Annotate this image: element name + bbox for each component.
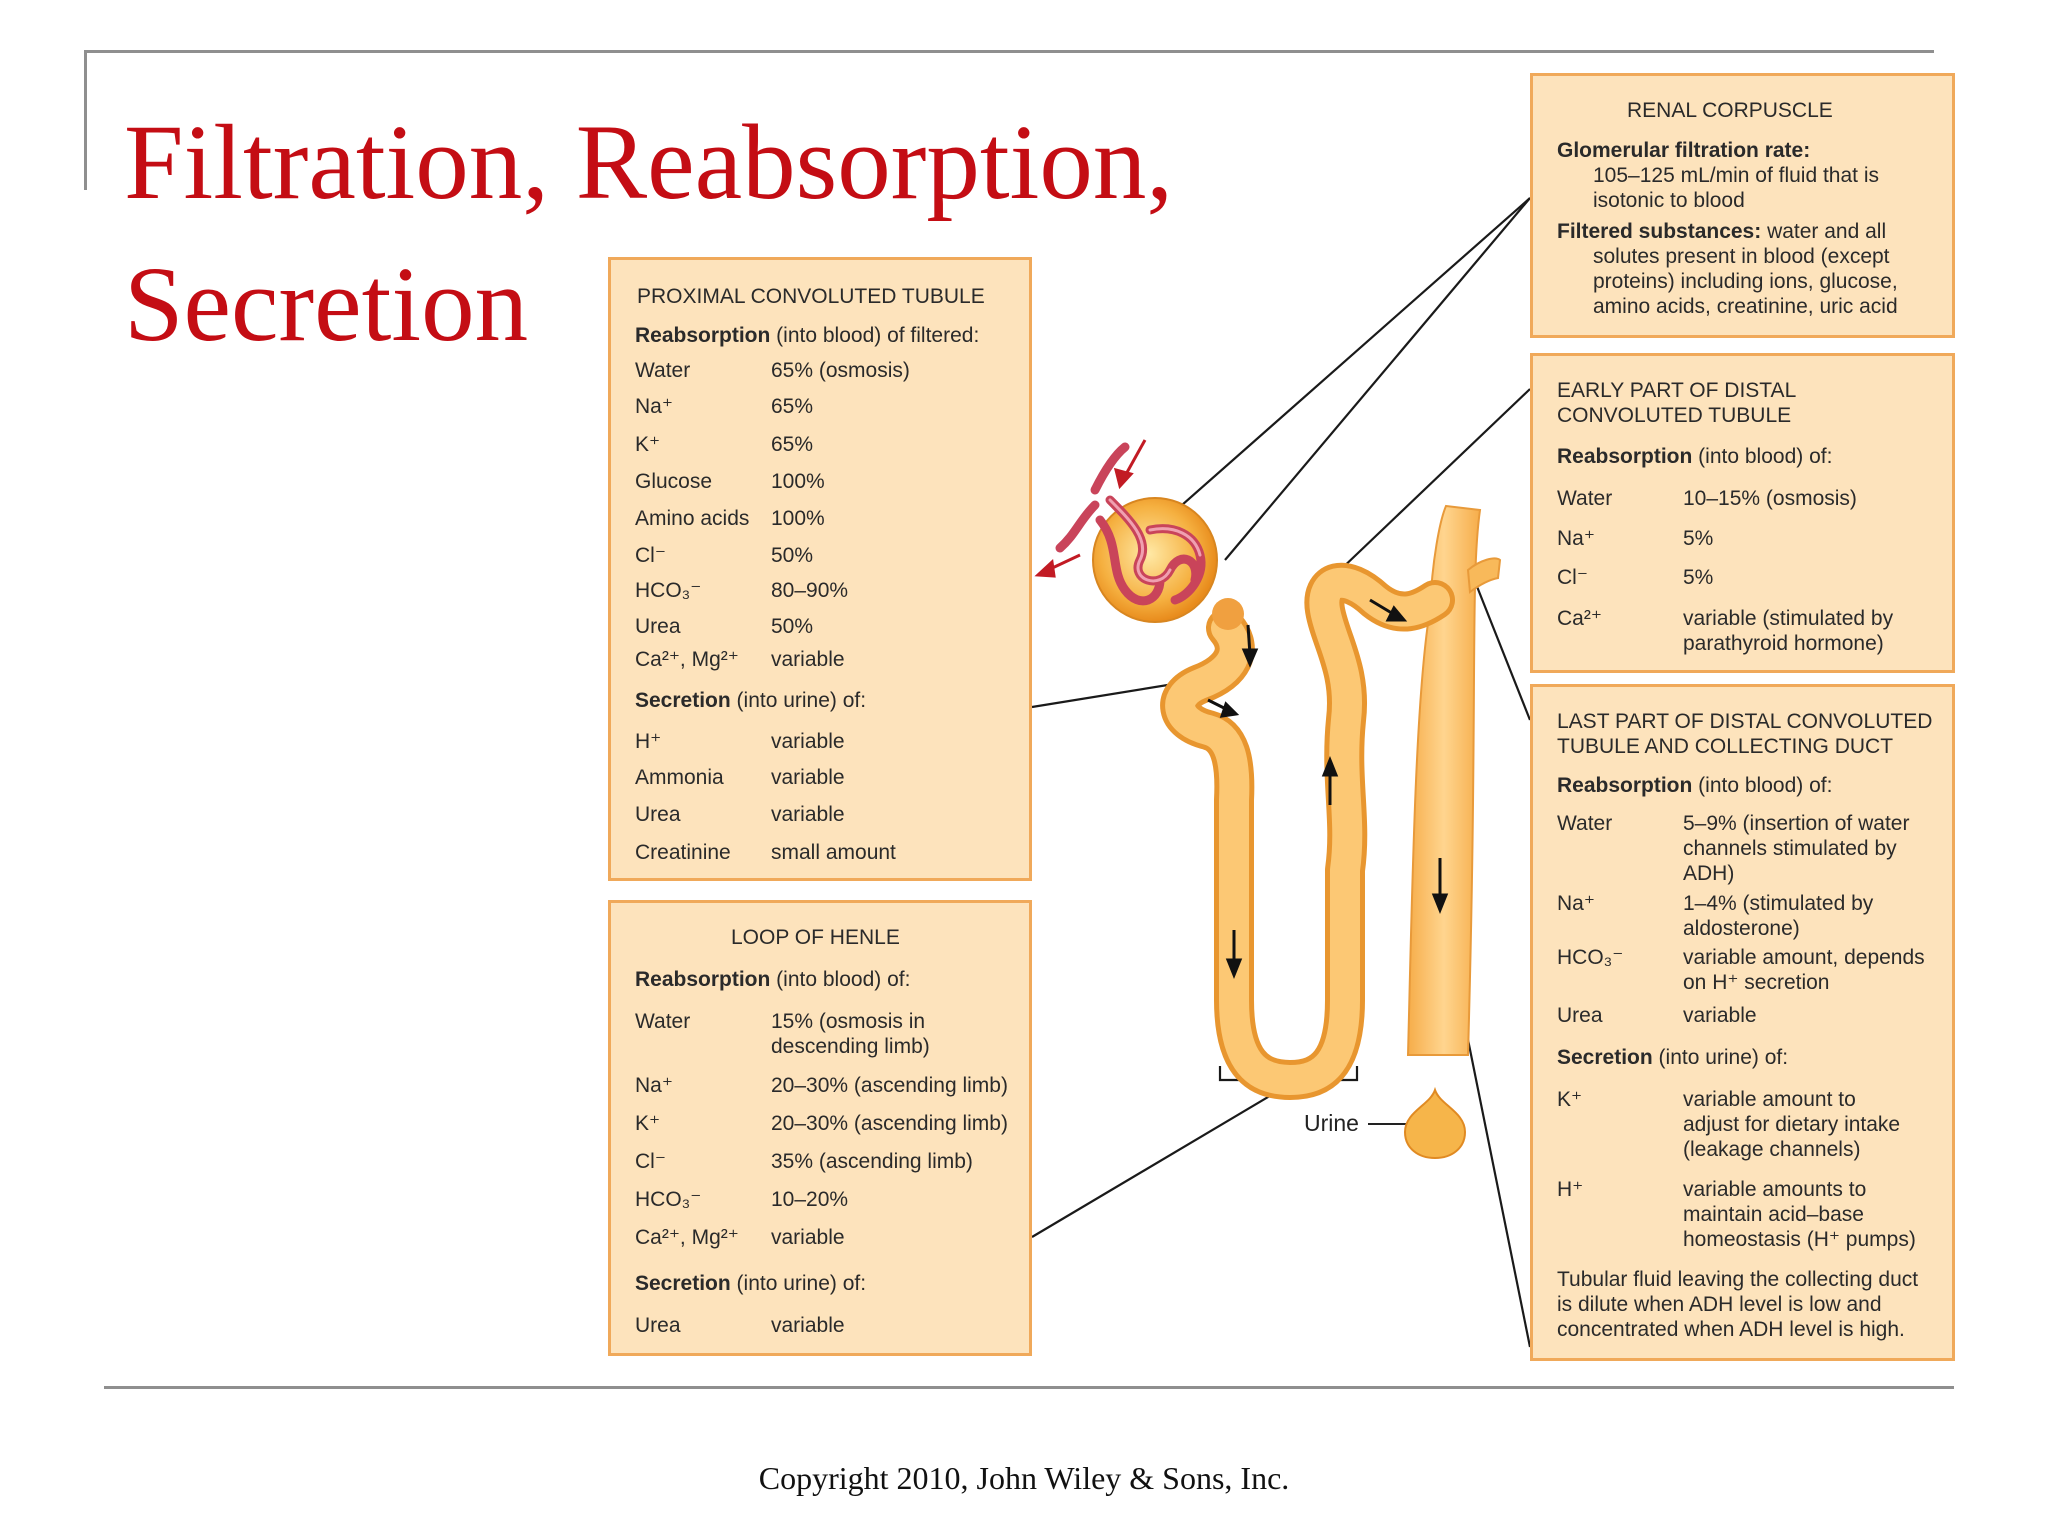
pct-reab-row-value: 65% — [771, 433, 814, 456]
early-dct-reab-row-name: Cl⁻ — [1557, 566, 1588, 589]
late-dct-reab-row-value: 1–4% (stimulated by aldosterone) — [1683, 892, 1874, 940]
corpuscle-gfr-label: Glomerular filtration rate: — [1557, 139, 1811, 162]
early-dct-reab-row-value: 5% — [1683, 527, 1714, 550]
corpuscle-filtered-line — [1557, 219, 1886, 244]
pct-reab-row-name: HCO₃⁻ — [635, 579, 702, 602]
pct-reab-row-value: 65% — [771, 395, 814, 418]
pct-reab-row-name: Amino acids — [635, 507, 750, 530]
leader-line-pct — [1032, 683, 1180, 707]
late-dct-heading: LAST PART OF DISTAL CONVOLUTED TUBULE AND COLLECTING DUCT — [1557, 710, 1933, 758]
pct-reab-row-name: Na⁺ — [635, 395, 673, 418]
late-dct-reab-bold: Reabsorption — [1557, 774, 1693, 797]
loop-reab-row-value: 20–30% (ascending limb) — [771, 1074, 1008, 1097]
late-dct-sec-row-value: variable amount to adjust for dietary intake (leakage channels) — [1683, 1088, 1901, 1161]
leader-line-late-dct — [1476, 584, 1530, 720]
pct-sec-row-value: variable — [771, 803, 845, 826]
urine-drop — [1405, 1090, 1465, 1158]
early-dct-reab-row-name: Na⁺ — [1557, 527, 1595, 550]
corpuscle-gfr-value: 105–125 mL/min of fluid that is isotonic to blood — [1593, 164, 1880, 212]
panel-late-distal-tubule-collecting-duct — [1530, 684, 1955, 1361]
corpuscle-filtered-text: solutes present in blood (except proteins) including ions, glucose, amino acids, creatinine, uric acid — [1593, 245, 1898, 318]
late-dct-sec-row-value: variable amounts to maintain acid–base homeostasis (H⁺ pumps) — [1683, 1178, 1916, 1251]
afferent-arrowhead — [1116, 470, 1131, 486]
leader-line-collecting-duct — [1460, 1000, 1530, 1347]
late-dct-reab-rest: (into blood) of: — [1692, 774, 1833, 797]
loop-reab-heading — [635, 967, 910, 992]
pct-heading: PROXIMAL CONVOLUTED TUBULE — [637, 285, 985, 308]
corpuscle-filtered-rest: water and all — [1761, 220, 1887, 243]
pct-sec-row-name: H⁺ — [635, 730, 662, 753]
loop-reab-row-name: Cl⁻ — [635, 1150, 666, 1173]
pct-reab-rest: (into blood) of filtered: — [770, 324, 980, 347]
leader-line-corpuscle-a — [1165, 198, 1530, 520]
early-dct-reab-row-name: Ca²⁺ — [1557, 607, 1602, 630]
loop-sec-heading — [635, 1271, 866, 1296]
efferent-arrowhead — [1038, 562, 1054, 576]
loop-sec-row-name: Urea — [635, 1314, 681, 1337]
late-dct-reab-row-name: Urea — [1557, 1004, 1603, 1027]
pct-sec-row-value: variable — [771, 730, 845, 753]
pct-reab-heading — [635, 323, 979, 348]
pct-sec-bold: Secretion — [635, 689, 731, 712]
copyright-notice: Copyright 2010, John Wiley & Sons, Inc. — [758, 1460, 1290, 1496]
pct-sec-heading — [635, 688, 866, 713]
loop-reab-row-name: HCO₃⁻ — [635, 1188, 702, 1211]
pct-reab-row-name: Ca²⁺, Mg²⁺ — [635, 648, 739, 671]
loop-sec-rest: (into urine) of: — [730, 1272, 867, 1295]
early-dct-reab-heading — [1557, 444, 1832, 469]
loop-reab-bold: Reabsorption — [635, 968, 771, 991]
loop-sec-row-value: variable — [771, 1314, 845, 1337]
pct-sec-row-name: Creatinine — [635, 841, 731, 864]
loop-reab-row-name: K⁺ — [635, 1112, 661, 1135]
early-dct-reab-row-value: 10–15% (osmosis) — [1683, 487, 1857, 510]
panel-early-distal-convoluted-tubule — [1530, 353, 1955, 673]
early-dct-reab-row-name: Water — [1557, 487, 1613, 510]
early-dct-reab-row-value: 5% — [1683, 566, 1714, 589]
loop-reab-row-value: 35% (ascending limb) — [771, 1150, 973, 1173]
late-dct-footer: Tubular fluid leaving the collecting duct is dilute when ADH level is low and concentrated when ADH level is high. — [1557, 1268, 1919, 1341]
late-dct-sec-row-name: H⁺ — [1557, 1178, 1584, 1201]
loop-reab-row-name: Na⁺ — [635, 1074, 673, 1097]
early-dct-heading: EARLY PART OF DISTAL CONVOLUTED TUBULE — [1557, 379, 1797, 427]
pct-sec-row-name: Urea — [635, 803, 681, 826]
late-dct-reab-row-name: Na⁺ — [1557, 892, 1595, 915]
pct-sec-row-value: variable — [771, 766, 845, 789]
pct-reab-row-value: 65% (osmosis) — [771, 359, 910, 382]
panel-proximal-convoluted-tubule — [608, 257, 1032, 881]
leader-line-loop — [1032, 1084, 1290, 1237]
corpuscle-heading: RENAL CORPUSCLE — [1627, 99, 1833, 122]
late-dct-sec-bold: Secretion — [1557, 1046, 1653, 1069]
pct-reab-row-name: K⁺ — [635, 433, 661, 456]
pct-reab-bold: Reabsorption — [635, 324, 771, 347]
pct-reab-row-name: Glucose — [635, 470, 713, 493]
loop-reab-row-value: variable — [771, 1226, 845, 1249]
late-dct-reab-row-name: Water — [1557, 812, 1613, 835]
early-dct-reab-row-value: variable (stimulated by parathyroid hormone) — [1683, 607, 1894, 655]
early-dct-reab-bold: Reabsorption — [1557, 445, 1693, 468]
pct-sec-row-value: small amount — [771, 841, 896, 864]
loop-reab-row-value: 20–30% (ascending limb) — [771, 1112, 1008, 1135]
late-dct-sec-heading — [1557, 1045, 1788, 1070]
late-dct-reab-row-value: 5–9% (insertion of water channels stimulated by ADH) — [1683, 812, 1910, 885]
late-dct-reab-heading — [1557, 773, 1832, 798]
slide-title: Filtration, Reabsorption, Secretion — [124, 104, 1174, 364]
pct-reab-row-value: 50% — [771, 615, 814, 638]
loop-reab-row-name: Water — [635, 1010, 691, 1033]
pct-reab-row-value: 100% — [771, 470, 825, 493]
loop-reab-row-value: 15% (osmosis in descending limb) — [771, 1010, 930, 1058]
pct-reab-row-value: variable — [771, 648, 845, 671]
pct-reab-row-value: 50% — [771, 544, 814, 567]
pct-reab-row-value: 100% — [771, 507, 825, 530]
late-dct-sec-row-name: K⁺ — [1557, 1088, 1583, 1111]
loop-sec-bold: Secretion — [635, 1272, 731, 1295]
pct-sec-row-name: Ammonia — [635, 766, 724, 789]
late-dct-sec-rest: (into urine) of: — [1652, 1046, 1789, 1069]
loop-reab-rest: (into blood) of: — [770, 968, 911, 991]
leader-line-corpuscle-b — [1225, 198, 1530, 560]
late-dct-reab-row-value: variable amount, depends on H⁺ secretion — [1683, 946, 1925, 994]
pct-reab-row-name: Urea — [635, 615, 681, 638]
pct-reab-row-name: Water — [635, 359, 691, 382]
panel-renal-corpuscle — [1530, 73, 1955, 338]
late-dct-reab-row-name: HCO₃⁻ — [1557, 946, 1624, 969]
panel-loop-of-henle — [608, 900, 1032, 1356]
pct-reab-row-value: 80–90% — [771, 579, 849, 602]
pct-sec-rest: (into urine) of: — [730, 689, 867, 712]
loop-reab-row-name: Ca²⁺, Mg²⁺ — [635, 1226, 739, 1249]
corpuscle-filtered-label: Filtered substances: — [1557, 220, 1762, 243]
loop-reab-row-value: 10–20% — [771, 1188, 849, 1211]
late-dct-reab-row-value: variable — [1683, 1004, 1757, 1027]
leader-line-early-dct — [1336, 389, 1530, 574]
early-dct-reab-rest: (into blood) of: — [1692, 445, 1833, 468]
loop-heading: LOOP OF HENLE — [731, 926, 900, 949]
capsule-outlet — [1212, 598, 1244, 630]
urine-label: Urine — [1304, 1110, 1359, 1136]
pct-reab-row-name: Cl⁻ — [635, 544, 666, 567]
